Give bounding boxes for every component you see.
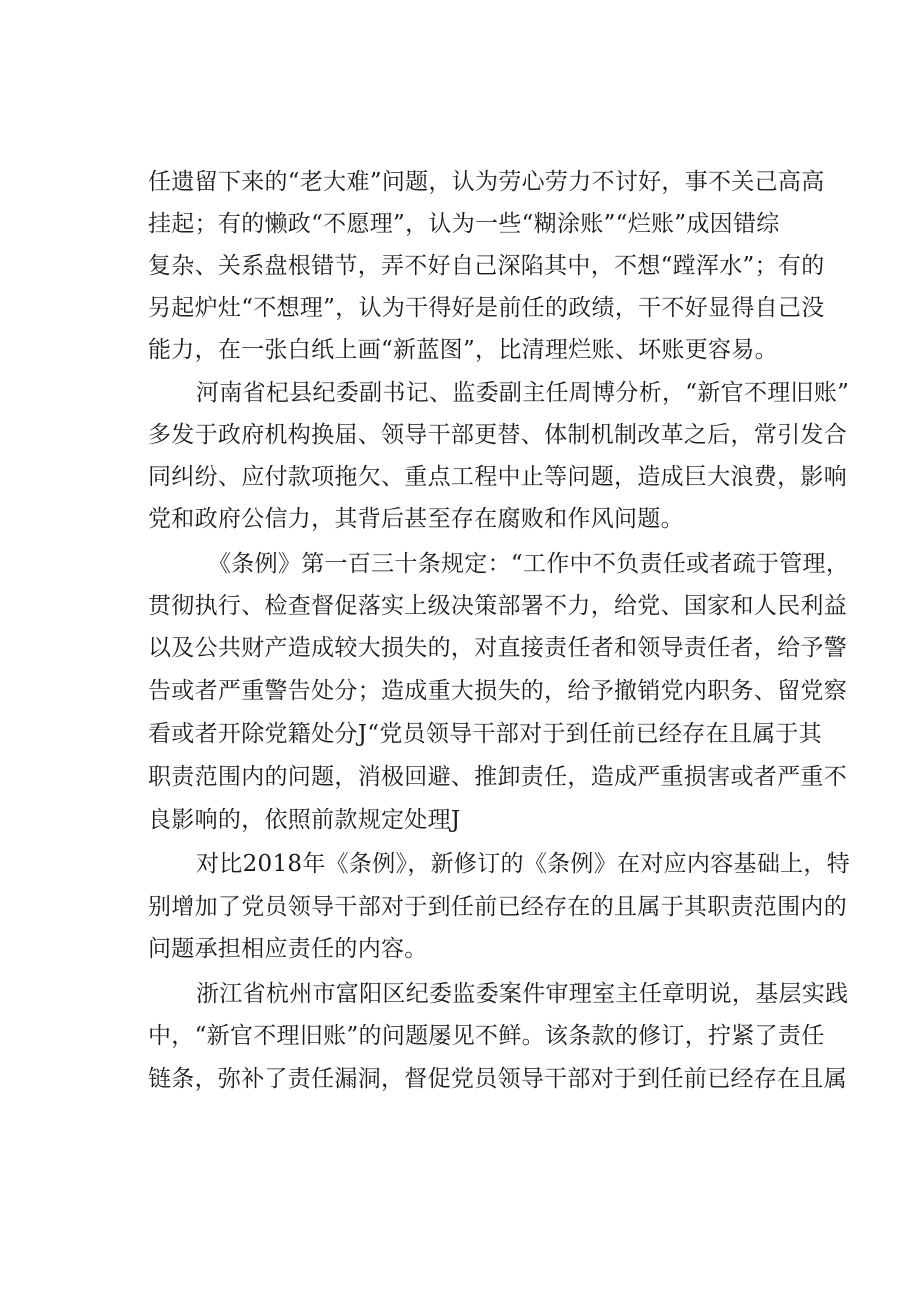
text-line: 链条，弥补了责任漏洞，督促党员领导干部对于到任前已经存在且属: [148, 1066, 847, 1092]
text-line: 中，“新官不理旧账”的问题屡见不鲜。该条款的修订，拧紧了责任: [148, 1023, 825, 1049]
text-line: 别增加了党员领导干部对于到任前已经存在的且属于其职责范围内的: [148, 894, 847, 920]
text-line: 以及公共财产造成较大损失的，对直接责任者和领导责任者，给予警: [148, 635, 847, 661]
text-line: 问题承担相应责任的内容。: [148, 936, 428, 962]
text-line: 对比2018年《条例》，新修订的《条例》在对应内容基础上，特: [196, 851, 851, 877]
text-line: 看或者开除党籍处分J“党员领导干部对于到任前已经存在且属于其: [148, 721, 822, 747]
text-line: 浙江省杭州市富阳区纪委监委案件审理室主任章明说，基层实践: [196, 981, 849, 1007]
text-line: 良影响的，依照前款规定处理J: [148, 807, 461, 833]
text-line: 任遗留下来的“老大难”问题，认为劳心劳力不讨好，事不关己高高: [148, 169, 825, 195]
text-line: 能力，在一张白纸上画“新蓝图”，比清理烂账、坏账更容易。: [148, 337, 778, 363]
text-line: 职责范围内的问题，消极回避、推卸责任，造成严重损害或者严重不: [148, 764, 847, 790]
text-line: 告或者严重警告处分；造成重大损失的，给予撤销党内职务、留党察: [148, 678, 847, 704]
text-line: 党和政府公信力，其背后甚至存在腐败和作风问题。: [148, 506, 684, 532]
text-line: 另起炉灶“不想理”，认为干得好是前任的政绩，干不好显得自己没: [148, 295, 825, 321]
text-line: 多发于政府机构换届、领导干部更替、体制机制改革之后，常引发合: [148, 422, 847, 448]
text-line: 挂起；有的懒政“不愿理”，认为一些“糊涂账”“烂账”成因错综: [148, 211, 780, 237]
text-line: 贯彻执行、检查督促落实上级决策部署不力，给党、国家和人民利益: [148, 593, 847, 619]
text-line: 河南省杞县纪委副书记、监委副主任周博分析，“新官不理旧账”: [196, 380, 850, 406]
text-line: 复杂、关系盘根错节，弄不好自己深陷其中，不想“蹚浑水”；有的: [148, 253, 825, 279]
text-line: 同纠纷、应付款项拖欠、重点工程中止等问题，造成巨大浪费，影响: [148, 464, 847, 490]
text-line: 《条例》第一百三十条规定：“工作中不负责任或者疏于管理，: [208, 551, 850, 577]
